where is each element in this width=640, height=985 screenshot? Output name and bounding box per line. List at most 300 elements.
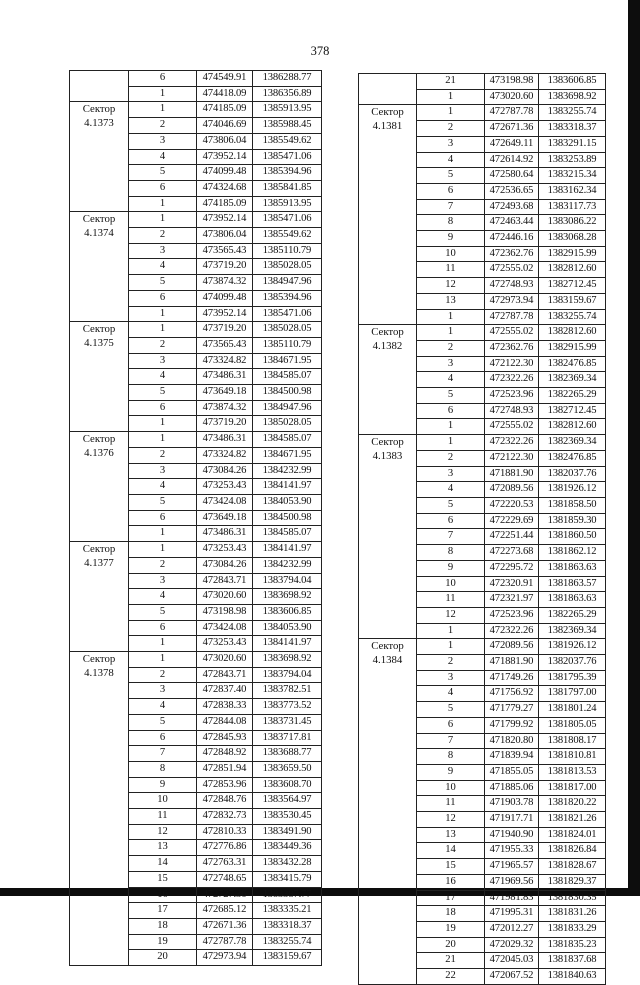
point-number-cell: 6 — [129, 180, 197, 196]
y-coordinate-cell: 1384947.96 — [253, 275, 322, 291]
y-coordinate-cell: 1383688.77 — [253, 746, 322, 762]
scan-edge-right — [628, 0, 640, 896]
point-number-cell: 2 — [129, 667, 197, 683]
point-number-cell: 14 — [129, 856, 197, 872]
coordinates-table-left — [69, 70, 322, 966]
y-coordinate-cell: 1385028.05 — [253, 259, 322, 275]
x-coordinate-cell: 472229.69 — [485, 513, 539, 529]
y-coordinate-cell: 1381826.84 — [539, 843, 606, 859]
point-number-cell: 2 — [417, 655, 485, 671]
x-coordinate-cell: 472322.26 — [485, 435, 539, 451]
x-coordinate-cell: 473565.43 — [197, 337, 253, 353]
point-number-cell: 13 — [129, 840, 197, 856]
y-coordinate-cell: 1383731.45 — [253, 714, 322, 730]
x-coordinate-cell: 473020.60 — [485, 89, 539, 105]
y-coordinate-cell: 1386356.89 — [253, 86, 322, 102]
y-coordinate-cell: 1382037.76 — [539, 466, 606, 482]
point-number-cell: 1 — [129, 196, 197, 212]
point-number-cell: 4 — [129, 479, 197, 495]
y-coordinate-cell: 1382369.34 — [539, 623, 606, 639]
point-number-cell: 3 — [417, 356, 485, 372]
y-coordinate-cell: 1385110.79 — [253, 337, 322, 353]
point-number-cell: 21 — [417, 74, 485, 90]
y-coordinate-cell: 1383606.85 — [253, 604, 322, 620]
point-number-cell: 1 — [129, 212, 197, 228]
point-number-cell: 20 — [129, 950, 197, 966]
x-coordinate-cell: 471756.92 — [485, 686, 539, 702]
point-number-cell: 4 — [417, 372, 485, 388]
point-number-cell: 6 — [417, 717, 485, 733]
x-coordinate-cell: 473198.98 — [197, 604, 253, 620]
x-coordinate-cell: 472671.36 — [485, 121, 539, 137]
point-number-cell: 17 — [417, 890, 485, 906]
point-number-cell: 1 — [129, 416, 197, 432]
y-coordinate-cell: 1381795.39 — [539, 670, 606, 686]
x-coordinate-cell: 472493.68 — [485, 199, 539, 215]
point-number-cell: 6 — [417, 513, 485, 529]
x-coordinate-cell: 471885.06 — [485, 780, 539, 796]
point-number-cell: 6 — [129, 620, 197, 636]
point-number-cell: 5 — [417, 388, 485, 404]
point-number-cell: 1 — [129, 636, 197, 652]
y-coordinate-cell: 1381821.26 — [539, 812, 606, 828]
x-coordinate-cell: 473806.04 — [197, 228, 253, 244]
point-number-cell: 2 — [417, 450, 485, 466]
x-coordinate-cell: 472029.32 — [485, 937, 539, 953]
y-coordinate-cell: 1382915.99 — [539, 246, 606, 262]
point-number-cell: 13 — [417, 293, 485, 309]
x-coordinate-cell: 472843.71 — [197, 667, 253, 683]
sector-name-cell: Сектор 4.1376 — [70, 432, 129, 542]
x-coordinate-cell: 473424.08 — [197, 620, 253, 636]
y-coordinate-cell: 1383432.28 — [253, 856, 322, 872]
y-coordinate-cell: 1383159.67 — [253, 950, 322, 966]
table-row — [359, 105, 606, 121]
x-coordinate-cell: 472322.26 — [485, 372, 539, 388]
x-coordinate-cell: 471940.90 — [485, 827, 539, 843]
x-coordinate-cell: 472776.86 — [197, 840, 253, 856]
point-number-cell: 1 — [129, 526, 197, 542]
y-coordinate-cell: 1381862.12 — [539, 545, 606, 561]
point-number-cell: 1 — [417, 419, 485, 435]
y-coordinate-cell: 1382712.45 — [539, 278, 606, 294]
y-coordinate-cell: 1385549.62 — [253, 228, 322, 244]
point-number-cell: 1 — [129, 652, 197, 668]
point-number-cell: 15 — [129, 871, 197, 887]
y-coordinate-cell: 1382476.85 — [539, 356, 606, 372]
point-number-cell: 19 — [129, 934, 197, 950]
point-number-cell: 8 — [417, 749, 485, 765]
x-coordinate-cell: 471881.90 — [485, 655, 539, 671]
y-coordinate-cell: 1385471.06 — [253, 306, 322, 322]
point-number-cell: 1 — [417, 623, 485, 639]
point-number-cell: 13 — [417, 827, 485, 843]
x-coordinate-cell: 471855.05 — [485, 764, 539, 780]
y-coordinate-cell: 1383291.15 — [539, 136, 606, 152]
point-number-cell: 12 — [417, 278, 485, 294]
x-coordinate-cell: 472837.40 — [197, 683, 253, 699]
x-coordinate-cell: 472748.93 — [485, 278, 539, 294]
y-coordinate-cell: 1381926.12 — [539, 639, 606, 655]
point-number-cell: 6 — [129, 290, 197, 306]
point-number-cell: 1 — [129, 542, 197, 558]
point-number-cell: 7 — [417, 529, 485, 545]
x-coordinate-cell: 472580.64 — [485, 168, 539, 184]
x-coordinate-cell: 472671.36 — [197, 918, 253, 934]
point-number-cell: 3 — [417, 466, 485, 482]
x-coordinate-cell: 473649.18 — [197, 385, 253, 401]
point-number-cell: 4 — [129, 149, 197, 165]
y-coordinate-cell: 1381801.24 — [539, 702, 606, 718]
point-number-cell: 3 — [129, 353, 197, 369]
y-coordinate-cell: 1381860.50 — [539, 529, 606, 545]
x-coordinate-cell: 472973.94 — [485, 293, 539, 309]
y-coordinate-cell: 1384141.97 — [253, 636, 322, 652]
x-coordinate-cell: 473486.31 — [197, 369, 253, 385]
y-coordinate-cell: 1383255.74 — [539, 105, 606, 121]
y-coordinate-cell: 1385028.05 — [253, 322, 322, 338]
y-coordinate-cell: 1383159.67 — [539, 293, 606, 309]
y-coordinate-cell: 1382476.85 — [539, 450, 606, 466]
y-coordinate-cell: 1383449.36 — [253, 840, 322, 856]
table-row — [359, 435, 606, 451]
coordinates-table-left-body — [70, 71, 322, 966]
y-coordinate-cell: 1383387.77 — [253, 887, 322, 903]
y-coordinate-cell: 1383068.28 — [539, 231, 606, 247]
y-coordinate-cell: 1381824.01 — [539, 827, 606, 843]
x-coordinate-cell: 471839.94 — [485, 749, 539, 765]
x-coordinate-cell: 472685.12 — [197, 903, 253, 919]
point-number-cell: 5 — [129, 714, 197, 730]
y-coordinate-cell: 1381829.37 — [539, 874, 606, 890]
point-number-cell: 17 — [129, 903, 197, 919]
y-coordinate-cell: 1381833.29 — [539, 921, 606, 937]
sector-name-cell — [70, 71, 129, 102]
y-coordinate-cell: 1383318.37 — [253, 918, 322, 934]
y-coordinate-cell: 1383335.21 — [253, 903, 322, 919]
y-coordinate-cell: 1382037.76 — [539, 655, 606, 671]
y-coordinate-cell: 1383117.73 — [539, 199, 606, 215]
point-number-cell: 2 — [417, 340, 485, 356]
x-coordinate-cell: 472614.92 — [485, 152, 539, 168]
x-coordinate-cell: 473020.60 — [197, 589, 253, 605]
x-coordinate-cell: 473253.43 — [197, 479, 253, 495]
point-number-cell: 4 — [417, 482, 485, 498]
point-number-cell: 1 — [129, 322, 197, 338]
x-coordinate-cell: 474418.09 — [197, 86, 253, 102]
table-row — [70, 212, 322, 228]
x-coordinate-cell: 473719.20 — [197, 259, 253, 275]
y-coordinate-cell: 1381859.30 — [539, 513, 606, 529]
x-coordinate-cell: 474099.48 — [197, 290, 253, 306]
x-coordinate-cell: 473649.18 — [197, 510, 253, 526]
y-coordinate-cell: 1383659.50 — [253, 761, 322, 777]
y-coordinate-cell: 1381805.05 — [539, 717, 606, 733]
x-coordinate-cell: 472251.44 — [485, 529, 539, 545]
table-row — [70, 102, 322, 118]
x-coordinate-cell: 471820.80 — [485, 733, 539, 749]
point-number-cell: 9 — [129, 777, 197, 793]
y-coordinate-cell: 1382812.60 — [539, 419, 606, 435]
point-number-cell: 2 — [129, 557, 197, 573]
x-coordinate-cell: 473952.14 — [197, 149, 253, 165]
y-coordinate-cell: 1383564.97 — [253, 793, 322, 809]
y-coordinate-cell: 1383318.37 — [539, 121, 606, 137]
x-coordinate-cell: 471903.78 — [485, 796, 539, 812]
y-coordinate-cell: 1383773.52 — [253, 699, 322, 715]
y-coordinate-cell: 1381810.81 — [539, 749, 606, 765]
sector-name-cell: Сектор 4.1377 — [70, 542, 129, 652]
x-coordinate-cell: 473020.60 — [197, 652, 253, 668]
point-number-cell: 4 — [129, 699, 197, 715]
x-coordinate-cell: 472122.30 — [485, 356, 539, 372]
point-number-cell: 12 — [417, 812, 485, 828]
x-coordinate-cell: 473565.43 — [197, 243, 253, 259]
point-number-cell: 1 — [129, 306, 197, 322]
y-coordinate-cell: 1381840.63 — [539, 969, 606, 985]
y-coordinate-cell: 1383215.34 — [539, 168, 606, 184]
table-row — [70, 322, 322, 338]
point-number-cell: 14 — [417, 843, 485, 859]
table-row — [70, 432, 322, 448]
y-coordinate-cell: 1384671.95 — [253, 353, 322, 369]
point-number-cell: 8 — [417, 215, 485, 231]
point-number-cell: 10 — [417, 246, 485, 262]
y-coordinate-cell: 1382812.60 — [539, 325, 606, 341]
y-coordinate-cell: 1385394.96 — [253, 290, 322, 306]
point-number-cell: 7 — [417, 199, 485, 215]
sector-name-cell: Сектор 4.1378 — [70, 652, 129, 966]
x-coordinate-cell: 473486.31 — [197, 432, 253, 448]
point-number-cell: 12 — [417, 607, 485, 623]
x-coordinate-cell: 473719.20 — [197, 416, 253, 432]
x-coordinate-cell: 472844.08 — [197, 714, 253, 730]
x-coordinate-cell: 472555.02 — [485, 419, 539, 435]
x-coordinate-cell: 472012.27 — [485, 921, 539, 937]
table-row — [359, 639, 606, 655]
point-number-cell: 3 — [129, 573, 197, 589]
point-number-cell: 1 — [417, 105, 485, 121]
point-number-cell: 3 — [129, 463, 197, 479]
y-coordinate-cell: 1384585.07 — [253, 432, 322, 448]
y-coordinate-cell: 1383608.70 — [253, 777, 322, 793]
point-number-cell: 2 — [129, 228, 197, 244]
y-coordinate-cell: 1382915.99 — [539, 340, 606, 356]
point-number-cell: 2 — [417, 121, 485, 137]
point-number-cell: 5 — [129, 165, 197, 181]
x-coordinate-cell: 472463.44 — [485, 215, 539, 231]
x-coordinate-cell: 473874.32 — [197, 275, 253, 291]
point-number-cell: 9 — [417, 231, 485, 247]
y-coordinate-cell: 1382712.45 — [539, 403, 606, 419]
x-coordinate-cell: 472748.93 — [485, 403, 539, 419]
point-number-cell: 6 — [129, 510, 197, 526]
x-coordinate-cell: 473198.98 — [485, 74, 539, 90]
y-coordinate-cell: 1381926.12 — [539, 482, 606, 498]
x-coordinate-cell: 473806.04 — [197, 133, 253, 149]
point-number-cell: 1 — [417, 89, 485, 105]
point-number-cell: 1 — [129, 102, 197, 118]
y-coordinate-cell: 1381863.63 — [539, 560, 606, 576]
sector-name-cell — [359, 74, 417, 105]
y-coordinate-cell: 1381817.00 — [539, 780, 606, 796]
point-number-cell: 9 — [417, 764, 485, 780]
x-coordinate-cell: 471981.83 — [485, 890, 539, 906]
x-coordinate-cell: 474185.09 — [197, 102, 253, 118]
x-coordinate-cell: 472810.33 — [197, 824, 253, 840]
point-number-cell: 21 — [417, 953, 485, 969]
y-coordinate-cell: 1384141.97 — [253, 479, 322, 495]
point-number-cell: 3 — [129, 133, 197, 149]
y-coordinate-cell: 1383698.92 — [539, 89, 606, 105]
sector-name-cell: Сектор 4.1374 — [70, 212, 129, 322]
x-coordinate-cell: 472851.94 — [197, 761, 253, 777]
point-number-cell: 4 — [417, 152, 485, 168]
y-coordinate-cell: 1383530.45 — [253, 809, 322, 825]
x-coordinate-cell: 472555.02 — [485, 325, 539, 341]
y-coordinate-cell: 1381837.68 — [539, 953, 606, 969]
table-row — [70, 652, 322, 668]
x-coordinate-cell: 472853.96 — [197, 777, 253, 793]
y-coordinate-cell: 1384141.97 — [253, 542, 322, 558]
y-coordinate-cell: 1384947.96 — [253, 400, 322, 416]
point-number-cell: 6 — [417, 183, 485, 199]
point-number-cell: 10 — [417, 780, 485, 796]
y-coordinate-cell: 1382265.29 — [539, 388, 606, 404]
y-coordinate-cell: 1385028.05 — [253, 416, 322, 432]
x-coordinate-cell: 472848.76 — [197, 793, 253, 809]
sector-name-cell: Сектор 4.1382 — [359, 325, 417, 435]
y-coordinate-cell: 1383086.22 — [539, 215, 606, 231]
x-coordinate-cell: 472273.68 — [485, 545, 539, 561]
point-number-cell: 2 — [129, 337, 197, 353]
point-number-cell: 3 — [129, 683, 197, 699]
point-number-cell: 5 — [417, 497, 485, 513]
coordinates-table-right — [358, 73, 606, 985]
x-coordinate-cell: 472321.97 — [485, 592, 539, 608]
x-coordinate-cell: 472362.76 — [485, 340, 539, 356]
x-coordinate-cell: 472067.52 — [485, 969, 539, 985]
x-coordinate-cell: 474549.91 — [197, 71, 253, 87]
y-coordinate-cell: 1385394.96 — [253, 165, 322, 181]
x-coordinate-cell: 471969.56 — [485, 874, 539, 890]
point-number-cell: 1 — [129, 86, 197, 102]
x-coordinate-cell: 473874.32 — [197, 400, 253, 416]
point-number-cell: 16 — [417, 874, 485, 890]
y-coordinate-cell: 1383606.85 — [539, 74, 606, 90]
y-coordinate-cell: 1381863.63 — [539, 592, 606, 608]
point-number-cell: 4 — [129, 589, 197, 605]
point-number-cell: 19 — [417, 921, 485, 937]
x-coordinate-cell: 474324.68 — [197, 180, 253, 196]
x-coordinate-cell: 472295.72 — [485, 560, 539, 576]
y-coordinate-cell: 1385549.62 — [253, 133, 322, 149]
x-coordinate-cell: 472322.26 — [485, 623, 539, 639]
x-coordinate-cell: 473084.26 — [197, 463, 253, 479]
x-coordinate-cell: 473424.08 — [197, 494, 253, 510]
y-coordinate-cell: 1384500.98 — [253, 385, 322, 401]
point-number-cell: 1 — [417, 639, 485, 655]
x-coordinate-cell: 472787.78 — [485, 105, 539, 121]
y-coordinate-cell: 1384053.90 — [253, 494, 322, 510]
point-number-cell: 1 — [129, 432, 197, 448]
point-number-cell: 4 — [129, 259, 197, 275]
y-coordinate-cell: 1383698.92 — [253, 589, 322, 605]
x-coordinate-cell: 472320.91 — [485, 576, 539, 592]
point-number-cell: 10 — [129, 793, 197, 809]
table-row — [70, 71, 322, 87]
sector-name-cell: Сектор 4.1383 — [359, 435, 417, 639]
point-number-cell: 12 — [129, 824, 197, 840]
y-coordinate-cell: 1381835.23 — [539, 937, 606, 953]
point-number-cell: 1 — [417, 309, 485, 325]
y-coordinate-cell: 1383698.92 — [253, 652, 322, 668]
x-coordinate-cell: 473324.82 — [197, 353, 253, 369]
y-coordinate-cell: 1383794.04 — [253, 573, 322, 589]
y-coordinate-cell: 1382812.60 — [539, 262, 606, 278]
point-number-cell: 5 — [129, 494, 197, 510]
x-coordinate-cell: 472748.65 — [197, 871, 253, 887]
point-number-cell: 8 — [129, 761, 197, 777]
point-number-cell: 5 — [417, 168, 485, 184]
y-coordinate-cell: 1384053.90 — [253, 620, 322, 636]
x-coordinate-cell: 472787.78 — [197, 934, 253, 950]
x-coordinate-cell: 472848.92 — [197, 746, 253, 762]
x-coordinate-cell: 471799.92 — [485, 717, 539, 733]
sector-name-cell: Сектор 4.1375 — [70, 322, 129, 432]
y-coordinate-cell: 1384671.95 — [253, 447, 322, 463]
y-coordinate-cell: 1381831.26 — [539, 906, 606, 922]
point-number-cell: 3 — [417, 670, 485, 686]
sector-name-cell: Сектор 4.1373 — [70, 102, 129, 212]
x-coordinate-cell: 474099.48 — [197, 165, 253, 181]
y-coordinate-cell: 1383255.74 — [539, 309, 606, 325]
x-coordinate-cell: 472523.96 — [485, 607, 539, 623]
x-coordinate-cell: 473253.43 — [197, 542, 253, 558]
x-coordinate-cell: 472089.56 — [485, 639, 539, 655]
sector-name-cell: Сектор 4.1384 — [359, 639, 417, 984]
x-coordinate-cell: 472089.56 — [485, 482, 539, 498]
x-coordinate-cell: 471995.31 — [485, 906, 539, 922]
point-number-cell: 9 — [417, 560, 485, 576]
y-coordinate-cell: 1384585.07 — [253, 526, 322, 542]
y-coordinate-cell: 1384232.99 — [253, 557, 322, 573]
point-number-cell: 8 — [417, 545, 485, 561]
point-number-cell: 1 — [417, 325, 485, 341]
y-coordinate-cell: 1384500.98 — [253, 510, 322, 526]
point-number-cell: 6 — [417, 403, 485, 419]
y-coordinate-cell: 1383162.34 — [539, 183, 606, 199]
point-number-cell: 22 — [417, 969, 485, 985]
y-coordinate-cell: 1381828.67 — [539, 859, 606, 875]
x-coordinate-cell: 472649.11 — [485, 136, 539, 152]
point-number-cell: 20 — [417, 937, 485, 953]
x-coordinate-cell: 472045.03 — [485, 953, 539, 969]
x-coordinate-cell: 474046.69 — [197, 118, 253, 134]
x-coordinate-cell: 472523.96 — [485, 388, 539, 404]
x-coordinate-cell: 471955.33 — [485, 843, 539, 859]
point-number-cell: 7 — [417, 733, 485, 749]
y-coordinate-cell: 1383415.79 — [253, 871, 322, 887]
x-coordinate-cell: 471917.71 — [485, 812, 539, 828]
sector-name-cell: Сектор 4.1381 — [359, 105, 417, 325]
x-coordinate-cell: 473952.14 — [197, 306, 253, 322]
y-coordinate-cell: 1383782.51 — [253, 683, 322, 699]
point-number-cell: 7 — [129, 746, 197, 762]
point-number-cell: 10 — [417, 576, 485, 592]
y-coordinate-cell: 1385110.79 — [253, 243, 322, 259]
point-number-cell: 5 — [129, 604, 197, 620]
